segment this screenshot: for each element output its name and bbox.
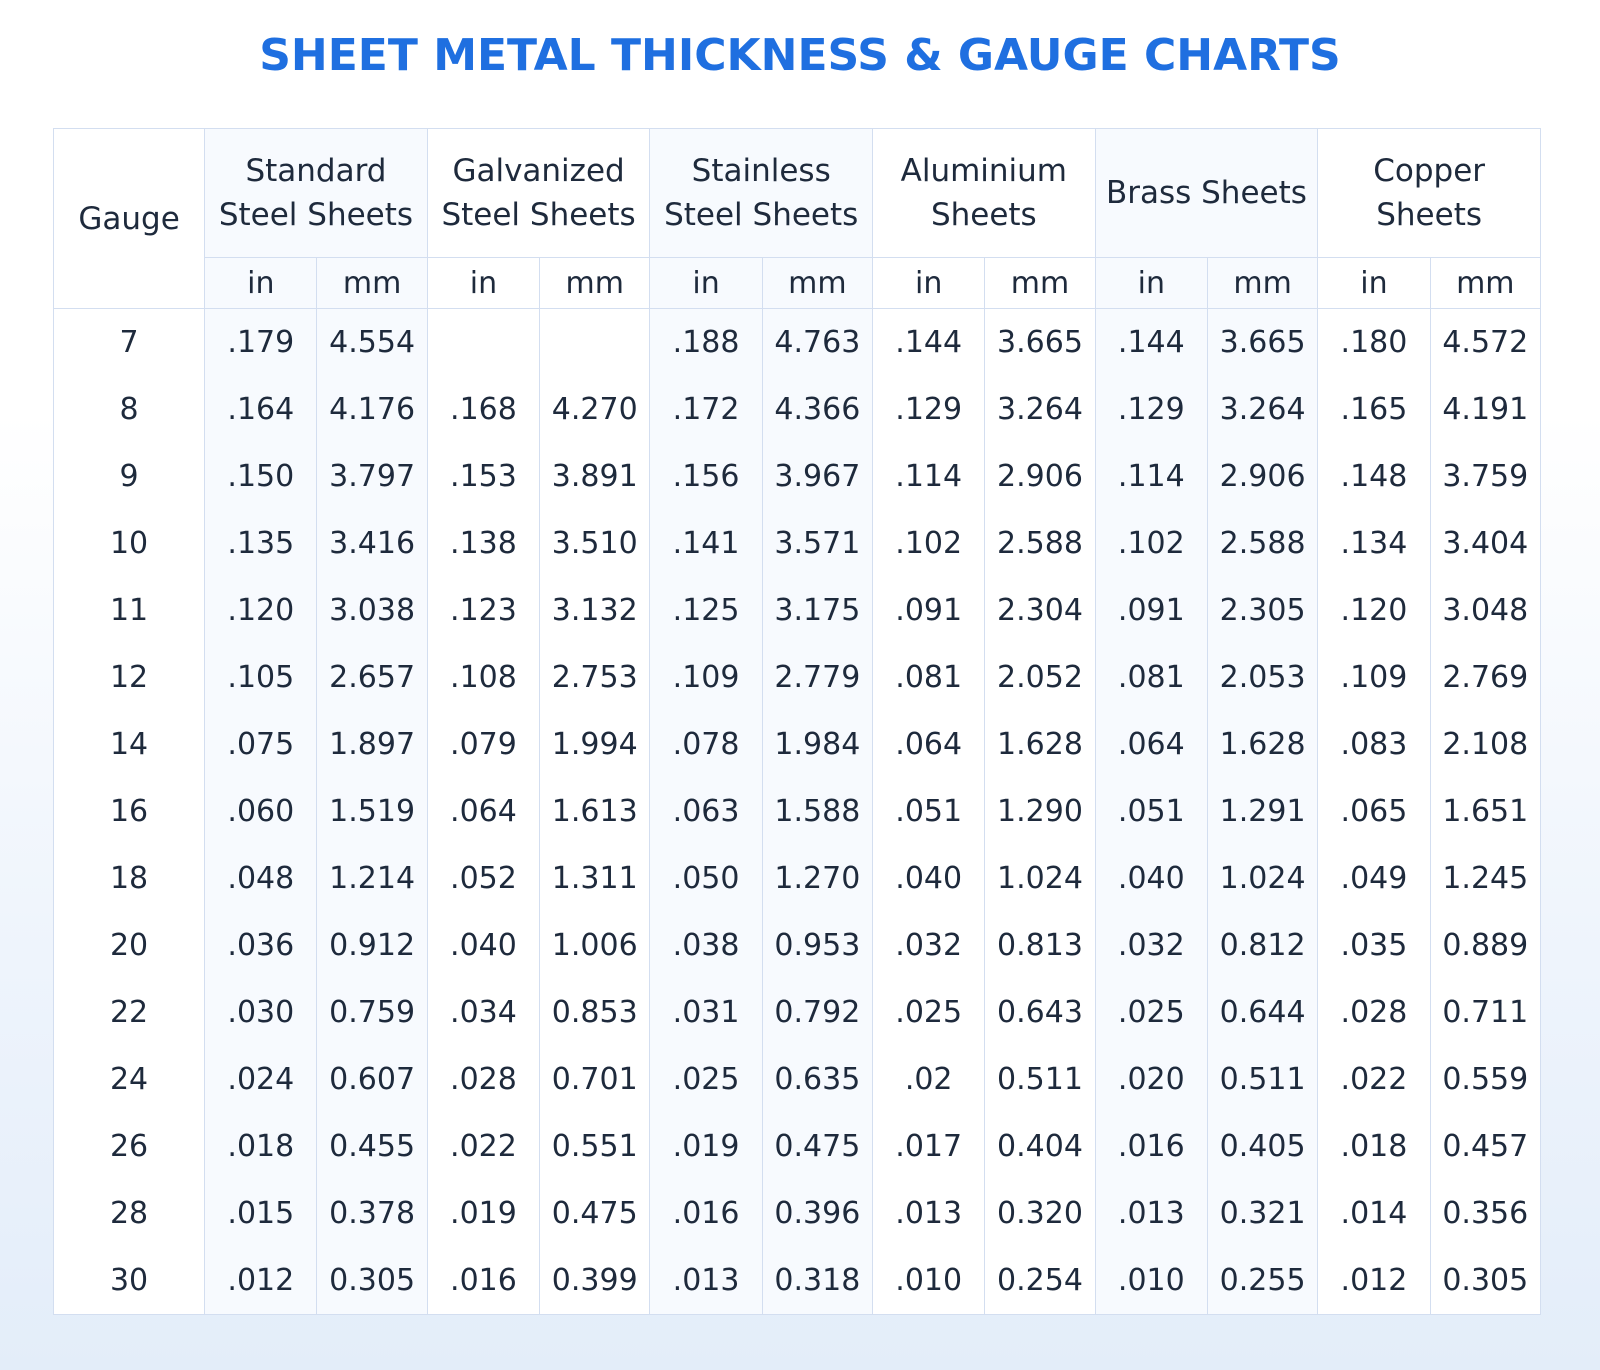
value-cell: .032	[873, 912, 985, 979]
material-header-line: Stainless	[691, 153, 831, 189]
value-cell: .108	[427, 644, 539, 711]
value-cell: .025	[650, 1046, 762, 1113]
value-cell: 0.644	[1207, 979, 1317, 1046]
value-cell: 1.588	[762, 778, 872, 845]
unit-header: mm	[762, 258, 872, 309]
value-cell: .016	[427, 1247, 539, 1315]
unit-header: mm	[1207, 258, 1317, 309]
unit-header: in	[427, 258, 539, 309]
table-row	[54, 979, 1541, 1046]
value-cell: 4.763	[762, 309, 872, 377]
gauge-chart-table-container	[53, 128, 1541, 1315]
value-cell: .012	[1318, 1247, 1430, 1315]
unit-header: in	[1095, 258, 1207, 309]
value-cell: .188	[650, 309, 762, 377]
value-cell: .078	[650, 711, 762, 778]
value-cell: 0.511	[1207, 1046, 1317, 1113]
material-header-line: Standard	[245, 153, 387, 189]
value-cell: 0.399	[540, 1247, 650, 1315]
value-cell: 0.711	[1430, 979, 1540, 1046]
value-cell: 1.628	[1207, 711, 1317, 778]
value-cell: 0.321	[1207, 1180, 1317, 1247]
value-cell: .018	[1318, 1113, 1430, 1180]
value-cell: .017	[873, 1113, 985, 1180]
table-row	[54, 1113, 1541, 1180]
value-cell: 1.994	[540, 711, 650, 778]
value-cell: .156	[650, 443, 762, 510]
value-cell: .064	[1095, 711, 1207, 778]
value-cell: .013	[650, 1247, 762, 1315]
value-cell: .148	[1318, 443, 1430, 510]
value-cell: 2.753	[540, 644, 650, 711]
value-cell: .179	[205, 309, 317, 377]
value-cell: 0.475	[540, 1180, 650, 1247]
value-cell: .060	[205, 778, 317, 845]
value-cell: .019	[427, 1180, 539, 1247]
value-cell: .051	[873, 778, 985, 845]
value-cell: .015	[205, 1180, 317, 1247]
value-cell: .081	[1095, 644, 1207, 711]
value-cell: .016	[650, 1180, 762, 1247]
table-row	[54, 711, 1541, 778]
value-cell: .022	[427, 1113, 539, 1180]
value-cell: 0.396	[762, 1180, 872, 1247]
value-cell: .144	[873, 309, 985, 377]
material-header	[650, 129, 873, 258]
value-cell: 1.024	[985, 845, 1095, 912]
value-cell: 0.701	[540, 1046, 650, 1113]
table-row	[54, 1247, 1541, 1315]
value-cell: 3.665	[985, 309, 1095, 377]
value-cell: 4.191	[1430, 376, 1540, 443]
value-cell: .051	[1095, 778, 1207, 845]
value-cell: 3.048	[1430, 577, 1540, 644]
value-cell: .048	[205, 845, 317, 912]
value-cell: 1.519	[317, 778, 427, 845]
value-cell: 1.270	[762, 845, 872, 912]
gauge-column-header: Gauge	[54, 129, 205, 309]
value-cell: 2.906	[985, 443, 1095, 510]
material-header	[873, 129, 1096, 258]
value-cell: 1.311	[540, 845, 650, 912]
value-cell: .040	[1095, 845, 1207, 912]
value-cell: .081	[873, 644, 985, 711]
value-cell: 0.475	[762, 1113, 872, 1180]
value-cell: 1.290	[985, 778, 1095, 845]
gauge-cell: 26	[54, 1113, 205, 1180]
table-row	[54, 510, 1541, 577]
value-cell: .050	[650, 845, 762, 912]
value-cell: 2.769	[1430, 644, 1540, 711]
value-cell: 1.214	[317, 845, 427, 912]
value-cell: .079	[427, 711, 539, 778]
material-header-line: Steel Sheets	[441, 197, 636, 233]
value-cell: .153	[427, 443, 539, 510]
value-cell: .164	[205, 376, 317, 443]
value-cell: 0.643	[985, 979, 1095, 1046]
value-cell: 0.953	[762, 912, 872, 979]
value-cell: 0.457	[1430, 1113, 1540, 1180]
value-cell: 1.651	[1430, 778, 1540, 845]
gauge-cell: 12	[54, 644, 205, 711]
value-cell: .134	[1318, 510, 1430, 577]
value-cell: 4.572	[1430, 309, 1540, 377]
value-cell: .141	[650, 510, 762, 577]
value-cell: 3.891	[540, 443, 650, 510]
value-cell: .012	[205, 1247, 317, 1315]
value-cell: .024	[205, 1046, 317, 1113]
value-cell: 2.304	[985, 577, 1095, 644]
value-cell: .064	[873, 711, 985, 778]
table-row	[54, 376, 1541, 443]
value-cell: .125	[650, 577, 762, 644]
value-cell: .035	[1318, 912, 1430, 979]
value-cell: .049	[1318, 845, 1430, 912]
value-cell: 4.366	[762, 376, 872, 443]
value-cell: 0.551	[540, 1113, 650, 1180]
gauge-cell: 24	[54, 1046, 205, 1113]
value-cell: 3.967	[762, 443, 872, 510]
value-cell: 1.006	[540, 912, 650, 979]
value-cell: 0.455	[317, 1113, 427, 1180]
value-cell: .114	[1095, 443, 1207, 510]
gauge-cell: 16	[54, 778, 205, 845]
unit-header: mm	[540, 258, 650, 309]
value-cell: 0.318	[762, 1247, 872, 1315]
value-cell: .129	[1095, 376, 1207, 443]
value-cell: .075	[205, 711, 317, 778]
value-cell: .138	[427, 510, 539, 577]
value-cell: .040	[427, 912, 539, 979]
value-cell: 0.889	[1430, 912, 1540, 979]
value-cell: 0.356	[1430, 1180, 1540, 1247]
value-cell: .052	[427, 845, 539, 912]
table-row	[54, 577, 1541, 644]
value-cell: 0.912	[317, 912, 427, 979]
table-row	[54, 1180, 1541, 1247]
material-header-row	[54, 129, 1541, 258]
value-cell: .020	[1095, 1046, 1207, 1113]
value-cell: 2.588	[1207, 510, 1317, 577]
value-cell: .129	[873, 376, 985, 443]
material-header-line: Aluminium	[900, 153, 1068, 189]
value-cell: 3.264	[985, 376, 1095, 443]
unit-header: mm	[985, 258, 1095, 309]
table-row	[54, 778, 1541, 845]
value-cell: .025	[873, 979, 985, 1046]
unit-header: mm	[1430, 258, 1540, 309]
gauge-cell: 9	[54, 443, 205, 510]
value-cell	[540, 309, 650, 377]
material-header	[427, 129, 650, 258]
value-cell: .014	[1318, 1180, 1430, 1247]
value-cell: .109	[1318, 644, 1430, 711]
value-cell: 3.571	[762, 510, 872, 577]
value-cell: 3.264	[1207, 376, 1317, 443]
value-cell: .040	[873, 845, 985, 912]
material-header-line: Steel Sheets	[218, 197, 414, 233]
gauge-cell: 18	[54, 845, 205, 912]
value-cell: 1.897	[317, 711, 427, 778]
material-header	[1095, 129, 1318, 258]
value-cell: 0.255	[1207, 1247, 1317, 1315]
material-header-line: Galvanized	[452, 153, 625, 189]
value-cell: .172	[650, 376, 762, 443]
gauge-cell: 10	[54, 510, 205, 577]
value-cell: 0.405	[1207, 1113, 1317, 1180]
page-title: SHEET METAL THICKNESS & GAUGE CHARTS	[259, 30, 1341, 81]
material-header-line: Sheets	[930, 197, 1037, 233]
value-cell: 0.305	[1430, 1247, 1540, 1315]
value-cell: 2.052	[985, 644, 1095, 711]
value-cell: 3.038	[317, 577, 427, 644]
value-cell: .135	[205, 510, 317, 577]
unit-header-row	[54, 258, 1541, 309]
value-cell: .065	[1318, 778, 1430, 845]
value-cell: .028	[427, 1046, 539, 1113]
value-cell: .102	[1095, 510, 1207, 577]
value-cell: .018	[205, 1113, 317, 1180]
table-row	[54, 309, 1541, 377]
value-cell: 0.635	[762, 1046, 872, 1113]
table-row	[54, 912, 1541, 979]
table-body	[54, 309, 1541, 1315]
table-row	[54, 443, 1541, 510]
value-cell: .031	[650, 979, 762, 1046]
value-cell: 0.853	[540, 979, 650, 1046]
gauge-cell: 11	[54, 577, 205, 644]
value-cell: 3.416	[317, 510, 427, 577]
value-cell: 1.024	[1207, 845, 1317, 912]
value-cell: .150	[205, 443, 317, 510]
value-cell: .013	[1095, 1180, 1207, 1247]
value-cell: 1.291	[1207, 778, 1317, 845]
value-cell: .180	[1318, 309, 1430, 377]
value-cell: 3.797	[317, 443, 427, 510]
value-cell: 0.305	[317, 1247, 427, 1315]
value-cell: .083	[1318, 711, 1430, 778]
gauge-cell: 7	[54, 309, 205, 377]
value-cell: .032	[1095, 912, 1207, 979]
value-cell: .038	[650, 912, 762, 979]
value-cell: 2.053	[1207, 644, 1317, 711]
value-cell: .102	[873, 510, 985, 577]
value-cell: 0.812	[1207, 912, 1317, 979]
value-cell: .105	[205, 644, 317, 711]
value-cell: 1.628	[985, 711, 1095, 778]
value-cell: .063	[650, 778, 762, 845]
value-cell: 3.132	[540, 577, 650, 644]
value-cell: .109	[650, 644, 762, 711]
unit-header: in	[1318, 258, 1430, 309]
unit-header: in	[650, 258, 762, 309]
value-cell: 4.554	[317, 309, 427, 377]
value-cell: .025	[1095, 979, 1207, 1046]
value-cell: .091	[1095, 577, 1207, 644]
value-cell: 3.759	[1430, 443, 1540, 510]
value-cell: .013	[873, 1180, 985, 1247]
gauge-cell: 28	[54, 1180, 205, 1247]
value-cell: .030	[205, 979, 317, 1046]
value-cell: .114	[873, 443, 985, 510]
value-cell: 0.511	[985, 1046, 1095, 1113]
value-cell: .120	[1318, 577, 1430, 644]
value-cell: 1.245	[1430, 845, 1540, 912]
value-cell: .010	[1095, 1247, 1207, 1315]
value-cell: .028	[1318, 979, 1430, 1046]
material-header-line: Copper	[1373, 153, 1486, 189]
gauge-cell: 30	[54, 1247, 205, 1315]
material-header-line: Brass Sheets	[1105, 175, 1307, 211]
value-cell: 1.984	[762, 711, 872, 778]
unit-header: in	[205, 258, 317, 309]
value-cell: 4.270	[540, 376, 650, 443]
value-cell: .036	[205, 912, 317, 979]
value-cell: .168	[427, 376, 539, 443]
value-cell: 0.404	[985, 1113, 1095, 1180]
value-cell: .016	[1095, 1113, 1207, 1180]
material-header-line: Sheets	[1376, 197, 1483, 233]
unit-header: in	[873, 258, 985, 309]
value-cell: 2.906	[1207, 443, 1317, 510]
value-cell: .120	[205, 577, 317, 644]
value-cell: .022	[1318, 1046, 1430, 1113]
value-cell: 2.657	[317, 644, 427, 711]
value-cell: .165	[1318, 376, 1430, 443]
table-row	[54, 1046, 1541, 1113]
value-cell: 0.792	[762, 979, 872, 1046]
gauge-cell: 14	[54, 711, 205, 778]
value-cell: 4.176	[317, 376, 427, 443]
gauge-chart-table	[53, 128, 1541, 1315]
value-cell: 3.665	[1207, 309, 1317, 377]
value-cell: .034	[427, 979, 539, 1046]
value-cell: 0.378	[317, 1180, 427, 1247]
value-cell: 3.404	[1430, 510, 1540, 577]
value-cell: 0.813	[985, 912, 1095, 979]
value-cell: 3.510	[540, 510, 650, 577]
value-cell: 2.588	[985, 510, 1095, 577]
value-cell: 0.254	[985, 1247, 1095, 1315]
gauge-cell: 8	[54, 376, 205, 443]
value-cell: .010	[873, 1247, 985, 1315]
value-cell: 2.305	[1207, 577, 1317, 644]
material-header	[205, 129, 428, 258]
value-cell: 2.779	[762, 644, 872, 711]
value-cell: 1.613	[540, 778, 650, 845]
value-cell: .064	[427, 778, 539, 845]
table-row	[54, 644, 1541, 711]
value-cell	[427, 309, 539, 377]
unit-header: mm	[317, 258, 427, 309]
value-cell: .123	[427, 577, 539, 644]
value-cell: 0.607	[317, 1046, 427, 1113]
value-cell: 0.320	[985, 1180, 1095, 1247]
value-cell: 0.759	[317, 979, 427, 1046]
value-cell: .091	[873, 577, 985, 644]
value-cell: 0.559	[1430, 1046, 1540, 1113]
material-header-line: Steel Sheets	[664, 197, 859, 233]
table-row	[54, 845, 1541, 912]
value-cell: 2.108	[1430, 711, 1540, 778]
value-cell: .02	[873, 1046, 985, 1113]
value-cell: 3.175	[762, 577, 872, 644]
value-cell: .019	[650, 1113, 762, 1180]
gauge-cell: 22	[54, 979, 205, 1046]
value-cell: .144	[1095, 309, 1207, 377]
gauge-cell: 20	[54, 912, 205, 979]
material-header	[1318, 129, 1541, 258]
